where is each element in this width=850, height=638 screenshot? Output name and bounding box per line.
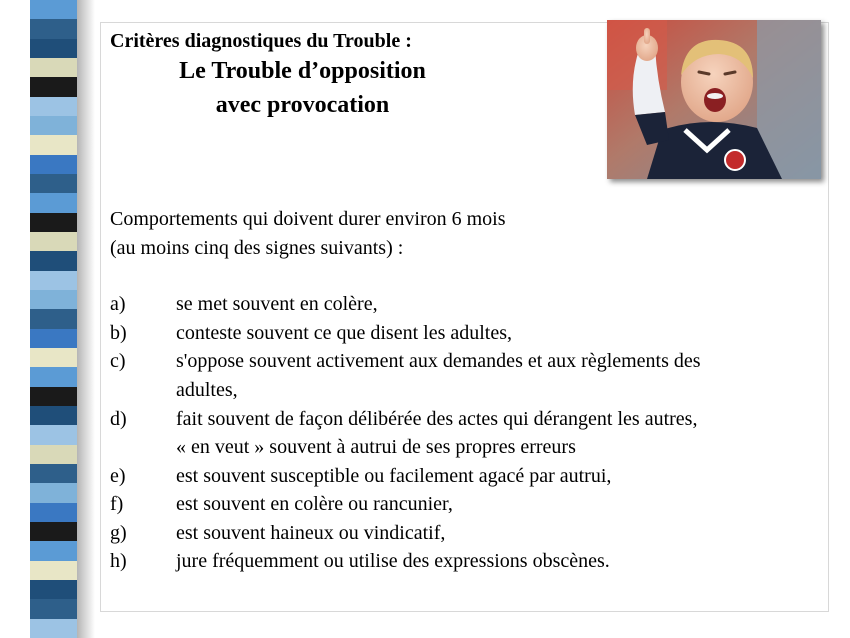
stripe-segment xyxy=(30,97,77,117)
criterion-letter: c) xyxy=(110,350,126,372)
criterion-text: fait souvent de façon délibérée des actes qui dérangent les autres, xyxy=(176,408,698,430)
stripe-segment xyxy=(30,503,77,523)
stripe-segment xyxy=(30,174,77,194)
stripe-segment xyxy=(30,19,77,39)
slide-title-line-2: avec provocation xyxy=(215,92,390,118)
stripe-segment xyxy=(30,541,77,561)
stripe-segment xyxy=(30,39,77,59)
criterion-letter: h) xyxy=(110,550,127,572)
stripe-segment xyxy=(30,135,77,155)
stripe-segment xyxy=(30,58,77,78)
stripe-segment xyxy=(30,483,77,503)
criterion-text: est souvent haineux ou vindicatif, xyxy=(176,522,446,544)
stripe-segment xyxy=(30,213,77,233)
criterion-letter: b) xyxy=(110,322,127,344)
angry-child-photo xyxy=(607,20,821,179)
stripe-segment xyxy=(30,599,77,619)
stripe-segment xyxy=(30,290,77,310)
stripe-segment xyxy=(30,348,77,368)
decorative-stripe-bar xyxy=(30,0,77,638)
stripe-segment xyxy=(30,425,77,445)
intro-line-2: (au moins cinq des signes suivants) : xyxy=(110,237,404,259)
stripe-segment xyxy=(30,561,77,581)
stripe-segment xyxy=(30,155,77,175)
criterion-text: jure fréquemment ou utilise des expressions obscènes. xyxy=(176,550,610,572)
stripe-segment xyxy=(30,77,77,97)
stripe-segment xyxy=(30,309,77,329)
criterion-text: est souvent en colère ou rancunier, xyxy=(176,493,453,515)
slide-title-line-1: Le Trouble d’opposition xyxy=(179,58,426,84)
slide-title-label: Critères diagnostiques du Trouble : xyxy=(110,30,412,52)
stripe-segment xyxy=(30,580,77,600)
stripe-segment xyxy=(30,367,77,387)
stripe-segment xyxy=(30,271,77,291)
stripe-segment xyxy=(30,387,77,407)
intro-line-1: Comportements qui doivent durer environ 6 mois xyxy=(110,208,506,230)
criterion-text: conteste souvent ce que disent les adultes, xyxy=(176,322,513,344)
criterion-letter: g) xyxy=(110,522,127,544)
criterion-text: s'oppose souvent activement aux demandes et aux règlements des xyxy=(176,350,701,372)
criterion-text: est souvent susceptible ou facilement agacé par autrui, xyxy=(176,465,612,487)
criterion-letter: d) xyxy=(110,408,127,430)
stripe-segment xyxy=(30,116,77,136)
stripe-segment xyxy=(30,329,77,349)
stripe-segment xyxy=(30,232,77,252)
stripe-segment xyxy=(30,406,77,426)
stripe-segment xyxy=(30,522,77,542)
criterion-text: se met souvent en colère, xyxy=(176,293,378,315)
criterion-text-continued: « en veut » souvent à autrui de ses propres erreurs xyxy=(176,436,576,458)
stripe-segment xyxy=(30,0,77,20)
criterion-letter: f) xyxy=(110,493,124,515)
stripe-segment xyxy=(30,445,77,465)
stripe-segment xyxy=(30,193,77,213)
criterion-text-continued: adultes, xyxy=(176,379,238,401)
stripe-segment xyxy=(30,464,77,484)
stripe-segment xyxy=(30,251,77,271)
criterion-letter: a) xyxy=(110,293,126,315)
criterion-letter: e) xyxy=(110,465,126,487)
stripe-segment xyxy=(30,619,77,638)
stripe-shadow xyxy=(77,0,95,638)
